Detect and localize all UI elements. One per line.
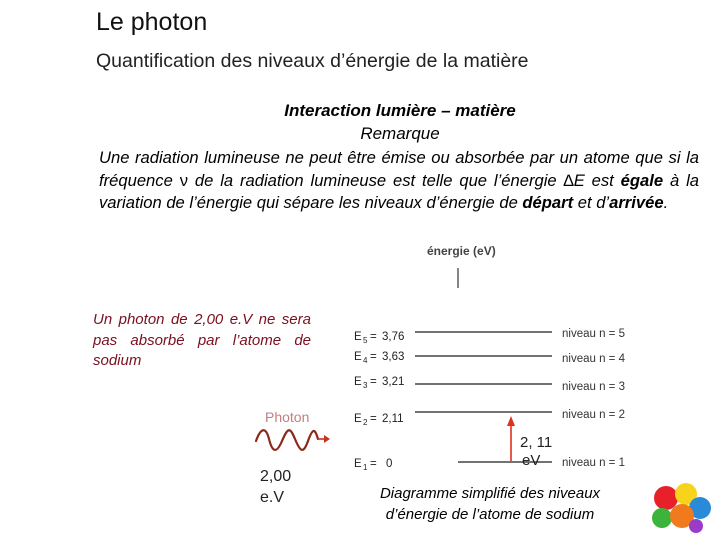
level-energy-sub-5: 5 [363,336,368,345]
level-equals-4: = [370,351,377,363]
photon-note: Un photon de 2,00 e.V ne sera pas absorbé par l’atome de sodium [93,311,311,369]
level-energy-sub-1: 1 [363,463,368,472]
transition-unit: eV [522,452,541,469]
transition-label [520,434,570,470]
page-title: Le photon [96,8,208,36]
caption-line-1: Diagramme simplifié des niveaux [379,485,601,502]
energy-level-diagram [340,238,680,478]
level-label-4: niveau n = 4 [562,353,625,365]
level-energy-name-3: E [354,376,362,388]
transition-arrow-head [507,416,515,426]
para-text-5: et d’ [573,193,610,213]
axis-label: énergie (eV) [427,244,496,258]
level-5 [354,328,625,345]
level-energy-value-4: 3,63 [382,351,405,363]
delta-symbol: ∆ [563,170,574,190]
para-text-1: Une radiation lumineuse ne peut être émise ou absorbée par un atome que si la fréquence [99,148,699,190]
level-2 [354,409,625,427]
para-text-4: à la variation de l’énergie qui sépare les niveaux d’énergie de [99,170,699,213]
level-1 [354,457,625,472]
photon-label: Photon [265,409,310,425]
level-energy-value-5: 3,76 [382,331,405,343]
level-label-3: niveau n = 3 [562,381,625,393]
level-energy-value-2: 2,11 [382,413,404,425]
level-equals-5: = [370,331,377,343]
level-energy-sub-2: 2 [363,418,368,427]
level-energy-value-3: 3,21 [382,376,405,388]
level-equals-3: = [370,376,377,388]
level-energy-name-2: E [354,413,362,425]
caption-line-2: d’énergie de l’atome de sodium [385,506,595,523]
para-bold-depart: départ [522,193,574,213]
nu-symbol: ν [179,170,188,190]
diagram-caption [330,483,650,525]
transition-arrow [507,416,515,461]
level-equals-1: = [370,458,377,470]
level-equals-2: = [370,413,377,425]
level-energy-name-4: E [354,351,362,363]
photon-energy-unit: e.V [260,489,285,506]
level-energy-name-5: E [354,331,362,343]
ball-red [654,486,678,510]
level-energy-value-1: 0 [386,458,393,470]
ball-green [652,508,672,528]
para-bold-arrivee: arrivée [609,193,664,213]
page-subtitle: Quantification des niveaux d’énergie de la matière [96,50,529,72]
level-4 [354,351,626,365]
colored-balls-logo-icon [648,480,714,534]
section-title: Interaction lumière – matière [284,101,516,120]
photon-energy-value: 2,00 [260,468,292,485]
para-bold-egale: égale [620,170,664,190]
wave-arrowhead [324,435,330,443]
level-3 [354,376,625,393]
wave-path [256,430,318,450]
level-label-5: niveau n = 5 [562,328,625,340]
level-energy-sub-4: 4 [363,356,368,365]
level-label-1: niveau n = 1 [562,457,625,469]
remark-paragraph [99,147,699,215]
ball-purple [689,519,703,533]
para-text-3: E est [573,170,621,190]
level-energy-sub-3: 3 [363,381,368,390]
photon-energy [260,466,310,508]
photon-wave-icon [252,425,332,461]
level-label-2: niveau n = 2 [562,409,625,421]
transition-value: 2, 11 [520,434,553,451]
para-text-6: . [663,193,669,213]
para-text-2: de la radiation lumineuse est telle que l’énergie [187,170,564,190]
remark-title: Remarque [360,124,440,143]
level-energy-name-1: E [354,458,362,470]
